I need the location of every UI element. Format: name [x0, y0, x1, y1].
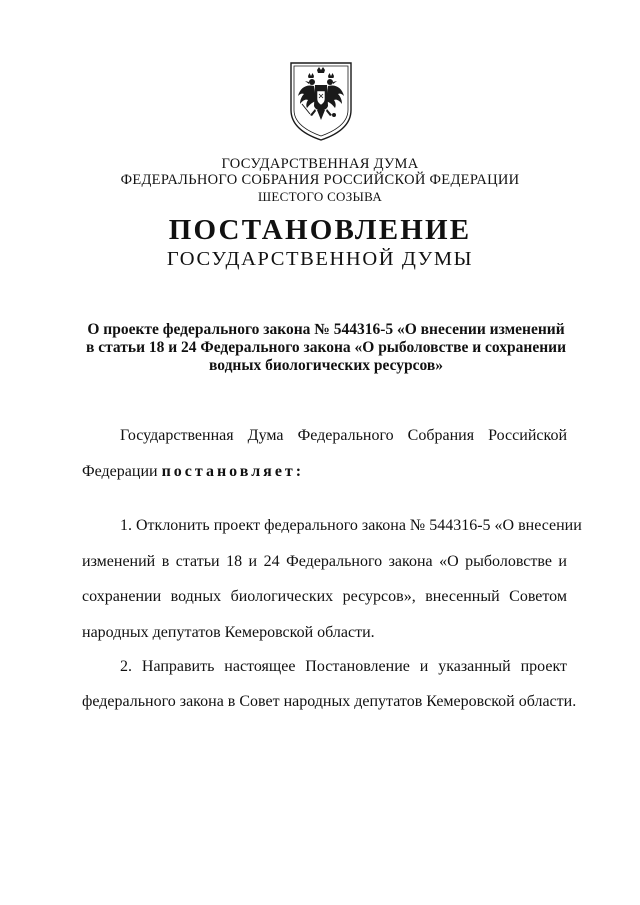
- intro-line2-start: Федерации: [82, 463, 162, 480]
- subject-line3: водных биологических ресурсов»: [209, 357, 443, 374]
- paragraph2-line2: федерального закона в Совет народных депутатов Кемеровской области.: [82, 693, 577, 710]
- resolves-verb: постановляет:: [161, 463, 305, 480]
- document-type-title: ПОСТАНОВЛЕНИЕ: [168, 214, 472, 246]
- convocation-label: ШЕСТОГО СОЗЫВА: [257, 189, 383, 204]
- document-subtype-title: ГОСУДАРСТВЕННОЙ ДУМЫ: [166, 248, 474, 270]
- paragraph1-line4: народных депутатов Кемеровской области.: [82, 624, 375, 641]
- intro-line1: Государственная Дума Федерального Собрания Российской: [120, 427, 567, 444]
- paragraph1-line3: сохранении водных биологических ресурсов», внесенный Советом: [82, 588, 567, 605]
- org-name-line2: ФЕДЕРАЛЬНОГО СОБРАНИЯ РОССИЙСКОЙ ФЕДЕРАЦИИ: [120, 172, 520, 188]
- paragraph2-line1: 2. Направить настоящее Постановление и указанный проект: [120, 658, 567, 675]
- paragraph1-line1: 1. Отклонить проект федерального закона № 544316-5 «О внесении: [120, 517, 582, 534]
- intro-line2: [82, 462, 304, 482]
- paragraph1-line2: изменений в статьи 18 и 24 Федерального закона «О рыболовстве и: [82, 553, 567, 570]
- subject-line2: в статьи 18 и 24 Федерального закона «О рыболовстве и сохранении: [85, 339, 567, 356]
- subject-line1: О проекте федерального закона № 544316-5 «О внесении изменений: [87, 321, 565, 338]
- org-name-line1: ГОСУДАРСТВЕННАЯ ДУМА: [221, 156, 419, 172]
- coat-of-arms-emblem-icon: [288, 60, 354, 142]
